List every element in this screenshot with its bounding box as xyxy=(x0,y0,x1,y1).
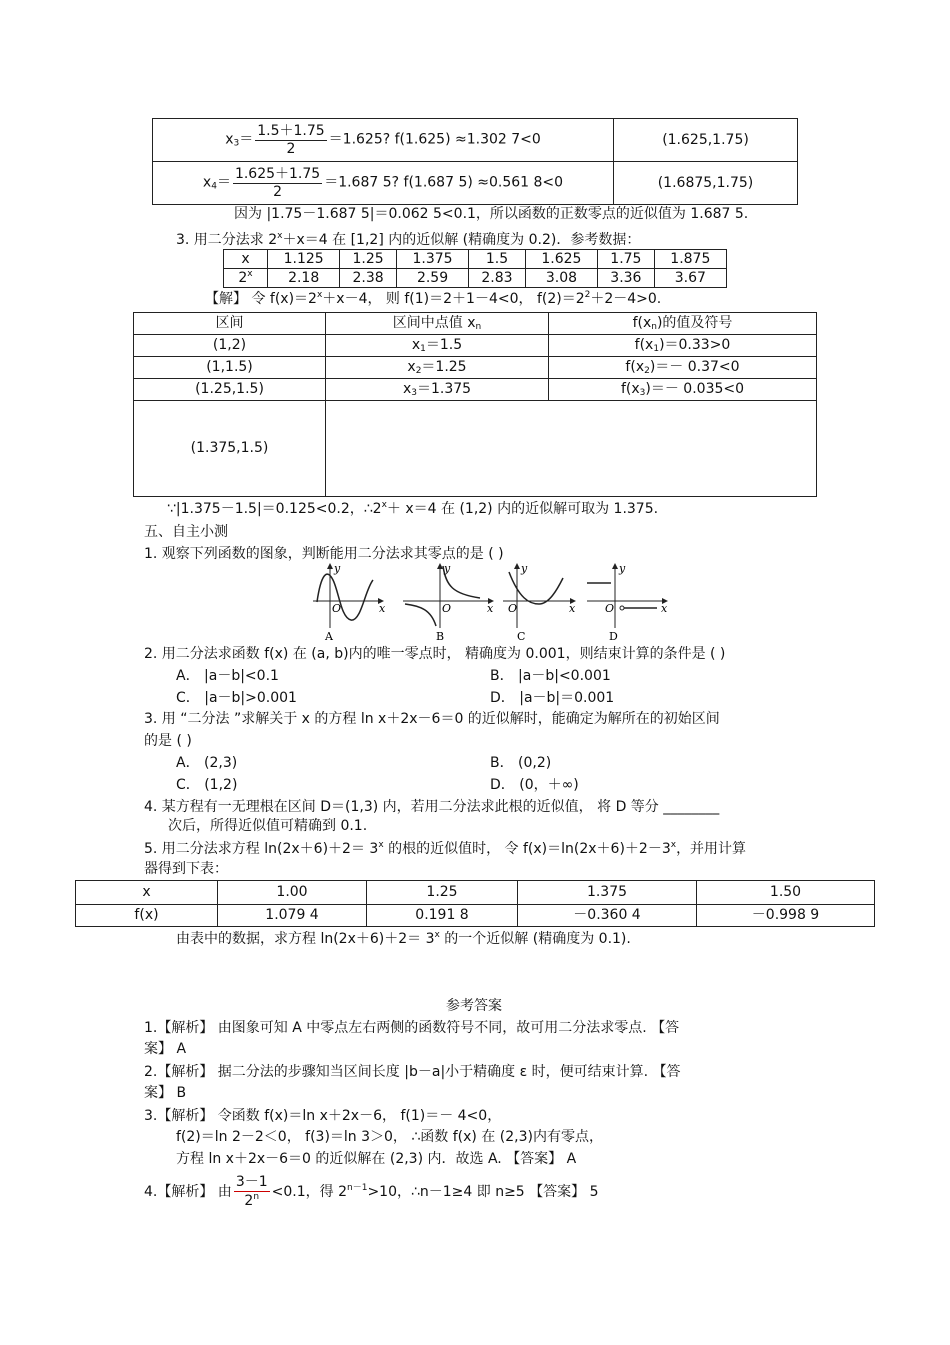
x3-fraction xyxy=(255,123,326,156)
origin-label: O xyxy=(508,602,518,615)
table-row xyxy=(134,335,817,357)
bisect-f xyxy=(549,379,817,401)
sol-sup1: x xyxy=(316,290,323,300)
p3-option-b: B． (0,2) xyxy=(490,755,552,771)
ref-cell: 1.25 xyxy=(340,250,397,269)
p5e-sup: x xyxy=(434,930,440,940)
ans4-fraction xyxy=(234,1174,270,1210)
graph-label-c: C xyxy=(517,630,526,643)
ref-cell: 2.83 xyxy=(469,269,526,288)
answer-4 xyxy=(144,1174,599,1210)
p2-option-a: A． |a－b|<0.1 xyxy=(176,668,279,684)
mid-x: x xyxy=(402,380,412,397)
ans4-sup: n－1 xyxy=(347,1182,368,1193)
conc2-a: ∵|1.375－1.5|＝0.125<0.2，∴2 xyxy=(167,501,382,517)
origin-label: O xyxy=(605,602,615,615)
ref-2-sup: x xyxy=(247,269,253,280)
bisect-f xyxy=(549,357,817,379)
problem-1: 1. 观察下列函数的图象，判断能用二分法求其零点的是 ( ) xyxy=(144,546,504,562)
p2-option-d: D． |a－b|＝0.001 xyxy=(490,690,615,706)
graph-b xyxy=(403,562,494,643)
axis-label-y: y xyxy=(444,562,451,575)
x3-rest: ＝1.625? f(1.625) ≈1.302 7<0 xyxy=(328,132,541,148)
origin-label: O xyxy=(442,602,452,615)
fx-cell: 1.25 xyxy=(367,881,518,905)
f-sub: 1 xyxy=(653,343,660,354)
conclusion-line-1: 因为 |1.75－1.687 5|＝0.062 5<0.1，所以函数的正数零点的近似值为 1.687 5. xyxy=(234,206,749,222)
sol-sup2: 2 xyxy=(584,290,591,300)
ref-cell: 1.375 xyxy=(396,250,468,269)
h3-a: f(x xyxy=(632,314,652,331)
bisect-interval: (1,1.5) xyxy=(134,357,326,379)
axis-label-x: x xyxy=(661,602,668,615)
fx-cell: 1.375 xyxy=(518,881,697,905)
f-a: f(x xyxy=(625,358,645,375)
fx-cell: 1.079 4 xyxy=(218,905,367,927)
fx-cell: f(x) xyxy=(76,905,218,927)
ans4-num: 3－1 xyxy=(235,1174,268,1190)
h2-sub: n xyxy=(475,321,482,332)
p5-c: ，并用计算 xyxy=(676,841,747,857)
ans4-b: <0.1，得 2 xyxy=(271,1183,347,1200)
fx-cell: －0.998 9 xyxy=(697,905,875,927)
graph-a xyxy=(313,562,386,643)
graph-c xyxy=(503,562,576,643)
iteration-table xyxy=(152,118,798,205)
ref-cell: 1.875 xyxy=(654,250,726,269)
p3-option-a: A． (2,3) xyxy=(176,755,238,771)
function-graphs xyxy=(305,560,675,646)
problem-3-line1: 3. 用 “二分法 ”求解关于 x 的方程 ln x＋2x－6＝0 的近似解时，能确定为解所在的初始区间 xyxy=(144,711,720,727)
axis-label-x: x xyxy=(379,602,386,615)
sol-a: 【解】 令 f(x)＝2 xyxy=(205,291,317,307)
answer-1-line2: 案】 A xyxy=(144,1041,187,1057)
ans4-den-base: 2 xyxy=(244,1192,254,1209)
x4-eq: ＝ xyxy=(216,175,231,191)
graph-label-d: D xyxy=(609,630,618,643)
p5e-b: 的一个近似解 (精确度为 0.1). xyxy=(439,931,631,947)
graph-label-b: B xyxy=(436,630,445,643)
x4-rest: ＝1.687 5? f(1.687 5) ≈0.561 8<0 xyxy=(324,175,564,191)
p2-option-b: B． |a－b|<0.001 xyxy=(490,668,611,684)
fx-cell: 0.191 8 xyxy=(367,905,518,927)
iteration-cell-4 xyxy=(153,162,614,205)
ref-cell: 3.08 xyxy=(525,269,597,288)
p5-sup1: x xyxy=(378,840,384,850)
f-a: f(x xyxy=(620,380,640,397)
ref-cell-2x xyxy=(224,269,268,288)
q3-sup: x xyxy=(277,231,283,241)
fx-table xyxy=(75,880,875,927)
axis-label-y: y xyxy=(521,562,528,575)
conclusion-line-2 xyxy=(167,500,658,518)
axis-label-x: x xyxy=(569,602,576,615)
table-row xyxy=(76,905,875,927)
bisect-empty xyxy=(326,401,817,497)
mid-sub: 3 xyxy=(411,387,417,398)
answers-title: 参考答案 xyxy=(446,998,502,1014)
table-row xyxy=(134,401,817,497)
problem-2: 2. 用二分法求函数 f(x) 在 (a, b)内的唯一零点时， 精确度为 0.001，则结束计算的条件是 ( ) xyxy=(144,646,726,662)
bisect-mid xyxy=(326,357,549,379)
problem-4-line2: 次后，所得近似值可精确到 0.1. xyxy=(168,818,368,834)
reference-table xyxy=(223,249,727,288)
ans4-a: 4.【解析】 由 xyxy=(144,1183,232,1200)
h2-text: 区间中点值 x xyxy=(392,314,476,331)
ref-cell: 2.18 xyxy=(268,269,340,288)
ref-cell: 1.625 xyxy=(525,250,597,269)
axis-label-y: y xyxy=(334,562,341,575)
origin-label: O xyxy=(332,602,342,615)
mid-rest: ＝1.25 xyxy=(421,358,467,375)
ref-cell: 2.59 xyxy=(396,269,468,288)
answer-2-line2: 案】 B xyxy=(144,1085,187,1101)
bisect-header-f xyxy=(549,313,817,335)
h3-b: )的值及符号 xyxy=(656,314,733,331)
bisect-interval-last: (1.375,1.5) xyxy=(134,401,326,497)
p5-a: 5. 用二分法求方程 ln(2x＋6)＋2＝ 3 xyxy=(144,841,379,857)
interval-cell-3: (1.625,1.75) xyxy=(614,119,798,162)
graph-label-a: A xyxy=(325,630,333,643)
bisect-mid xyxy=(326,379,549,401)
table-row xyxy=(134,379,817,401)
bisect-interval: (1,2) xyxy=(134,335,326,357)
ref-cell: x xyxy=(224,250,268,269)
f-rest: )＝－ 0.035<0 xyxy=(645,380,745,397)
table-row xyxy=(134,357,817,379)
x4-denominator: 2 xyxy=(273,183,283,200)
graph-d xyxy=(587,562,668,643)
f-sub: 3 xyxy=(639,387,646,398)
x3-denominator: 2 xyxy=(286,140,296,157)
axis-label-y: y xyxy=(619,562,626,575)
ref-cell: 1.125 xyxy=(268,250,340,269)
answer-2-line1: 2.【解析】 据二分法的步骤知当区间长度 |b－a|小于精确度 ε 时，便可结束计算. 【答 xyxy=(144,1064,681,1080)
mid-x: x xyxy=(407,358,416,375)
answer-1-line1: 1.【解析】 由图象可知 A 中零点左右两侧的函数符号不同，故可用二分法求零点. 【答 xyxy=(144,1020,680,1036)
x4-fraction xyxy=(233,166,322,199)
problem-4-line1: 4. 某方程有一无理根在区间 D＝(1,3) 内，若用二分法求此根的近似值， 将 D 等分 ________ xyxy=(144,799,720,815)
answer-3-line2: f(2)＝ln 2－2＜0， f(3)＝ln 3＞0， ∴函数 f(x) 在 (2,3)内有零点， xyxy=(176,1129,603,1145)
bisect-interval: (1.25,1.5) xyxy=(134,379,326,401)
interval-cell-4: (1.6875,1.75) xyxy=(614,162,798,205)
p5-sup2: x xyxy=(670,840,677,850)
p5e-a: 由表中的数据，求方程 ln(2x＋6)＋2＝ 3 xyxy=(176,931,435,947)
mid-rest: ＝1.375 xyxy=(416,380,472,397)
ref-cell: 1.75 xyxy=(598,250,655,269)
sol-b: ＋x－4， 则 f(1)＝2＋1－4<0， f(2)＝2 xyxy=(322,291,585,307)
iteration-cell-3 xyxy=(153,119,614,162)
ref-row-x xyxy=(224,250,727,269)
section-title: 五、自主小测 xyxy=(144,524,228,540)
p3-option-c: C． (1,2) xyxy=(176,777,238,793)
solution-line xyxy=(205,290,661,308)
x4-numerator: 1.625＋1.75 xyxy=(234,166,321,183)
problem-5-line1 xyxy=(144,840,746,858)
q3-text-a: 3. 用二分法求 2 xyxy=(176,232,278,248)
ref-cell: 3.36 xyxy=(598,269,655,288)
sol-c: ＋2－4>0. xyxy=(590,291,662,307)
mid-rest: ＝1.5 xyxy=(425,336,463,353)
f-rest: )＝0.33>0 xyxy=(659,336,731,353)
problem-5-line2: 器得到下表： xyxy=(144,861,228,877)
x4-label: x xyxy=(202,175,212,191)
mid-x: x xyxy=(411,336,421,353)
problem-3-line2: 的是 ( ) xyxy=(144,733,192,749)
p2-option-c: C． |a－b|>0.001 xyxy=(176,690,297,706)
bisect-mid xyxy=(326,335,549,357)
axis-label-x: x xyxy=(487,602,494,615)
p3-option-d: D． (0，＋∞) xyxy=(490,777,579,793)
ref-row-2x xyxy=(224,269,727,288)
ans4-c: >10，∴n－1≥4 即 n≥5 【答案】 5 xyxy=(367,1183,599,1200)
ans4-den xyxy=(234,1192,270,1210)
answer-3-line1: 3.【解析】 令函数 f(x)＝ln x＋2x－6， f(1)＝－ 4<0， xyxy=(144,1108,502,1124)
f-sub: 2 xyxy=(644,365,650,376)
conc2-b: ＋ x＝4 在 (1,2) 内的近似解可取为 1.375. xyxy=(386,501,659,517)
fx-cell: 1.00 xyxy=(218,881,367,905)
problem-5-end xyxy=(176,930,631,948)
conc2-sup: x xyxy=(381,500,387,510)
p5-b: 的根的近似值时， 令 f(x)＝ln(2x＋6)＋2－3 xyxy=(383,841,671,857)
ref-cell: 3.67 xyxy=(654,269,726,288)
mid-sub: 1 xyxy=(420,343,426,354)
fx-cell: 1.50 xyxy=(697,881,875,905)
mid-sub: 2 xyxy=(415,365,422,376)
ref-cell: 2.38 xyxy=(340,269,397,288)
fx-cell: －0.360 4 xyxy=(518,905,697,927)
bisect-header-mid xyxy=(326,313,549,335)
ref-cell: 1.5 xyxy=(469,250,526,269)
table-row xyxy=(76,881,875,905)
question-3 xyxy=(176,231,640,249)
fx-cell: x xyxy=(76,881,218,905)
q3-text-b: ＋x＝4 在 [1,2] 内的近似解 (精确度为 0.2)．参考数据： xyxy=(282,232,641,248)
bisect-f xyxy=(549,335,817,357)
h3-sub: n xyxy=(651,321,657,332)
bisect-header-interval: 区间 xyxy=(134,313,326,335)
f-rest: )＝－ 0.37<0 xyxy=(649,358,740,375)
ans4-den-sup: n xyxy=(253,1191,260,1202)
x3-sub: 3 xyxy=(233,139,240,149)
x3-numerator: 1.5＋1.75 xyxy=(257,123,325,140)
answer-3-line3: 方程 ln x＋2x－6＝0 的近似解在 (2,3) 内．故选 A. 【答案】 A xyxy=(176,1151,577,1167)
x3-label: x xyxy=(225,132,234,148)
x4-sub: 4 xyxy=(211,182,217,192)
ref-2: 2 xyxy=(238,270,248,287)
x3-eq: ＝ xyxy=(239,132,254,148)
bisection-table xyxy=(133,312,817,497)
f-a: f(x xyxy=(634,336,654,353)
